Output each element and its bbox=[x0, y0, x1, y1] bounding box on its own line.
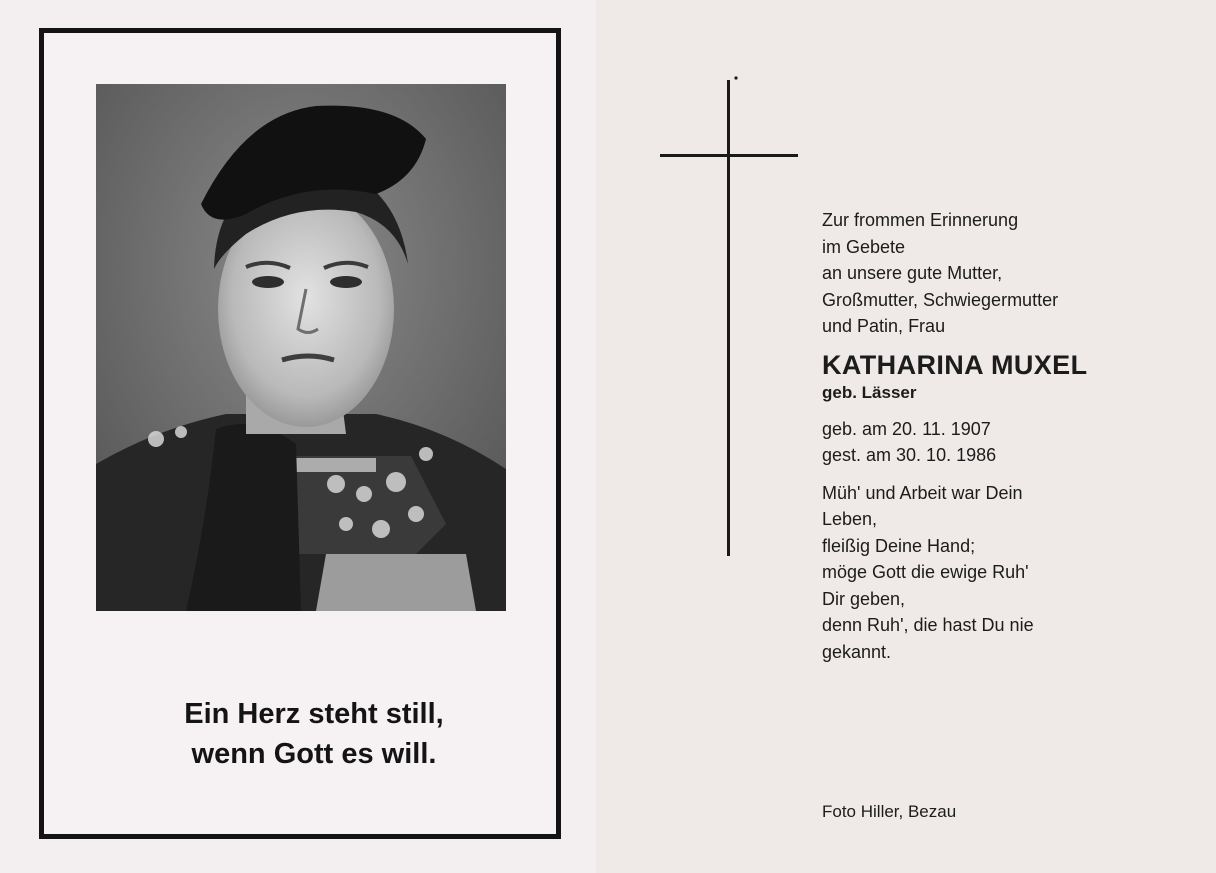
photo-credit: Foto Hiller, Bezau bbox=[822, 802, 957, 821]
poem-line-6: denn Ruh', die hast Du nie bbox=[822, 615, 1034, 635]
poem bbox=[822, 480, 1202, 666]
poem-line-2: Leben, bbox=[822, 509, 878, 529]
intro-line-1: Zur frommen Erinnerung bbox=[822, 210, 1019, 230]
intro-line-3: an unsere gute Mutter, bbox=[822, 263, 1003, 283]
motto bbox=[96, 694, 532, 774]
poem-line-5: Dir geben, bbox=[822, 588, 906, 609]
life-dates bbox=[822, 416, 1202, 469]
birth-date: geb. am 20. 11. 1907 bbox=[822, 418, 991, 439]
intro-line-2: im Gebete bbox=[822, 236, 906, 257]
latin-cross-icon bbox=[660, 76, 800, 560]
intro-line-4: Großmutter, Schwiegermutter bbox=[822, 289, 1059, 310]
poem-line-3: fleißig Deine Hand; bbox=[822, 535, 976, 556]
remembrance-text bbox=[822, 207, 1202, 665]
portrait-photo bbox=[96, 84, 506, 611]
motto-line-2: wenn Gott es will. bbox=[191, 738, 437, 770]
death-date: gest. am 30. 10. 1986 bbox=[822, 445, 997, 465]
birth-name: geb. Lässer bbox=[822, 382, 917, 402]
deceased-name: KATHARINA MUXEL bbox=[822, 349, 1088, 380]
intro bbox=[822, 207, 1202, 340]
intro-line-5: und Patin, Frau bbox=[822, 316, 946, 336]
poem-line-1: Müh' und Arbeit war Dein bbox=[822, 482, 1023, 503]
poem-line-4: möge Gott die ewige Ruh' bbox=[822, 562, 1029, 582]
motto-line-1: Ein Herz steht still, bbox=[184, 698, 444, 730]
poem-line-7: gekannt. bbox=[822, 641, 892, 662]
